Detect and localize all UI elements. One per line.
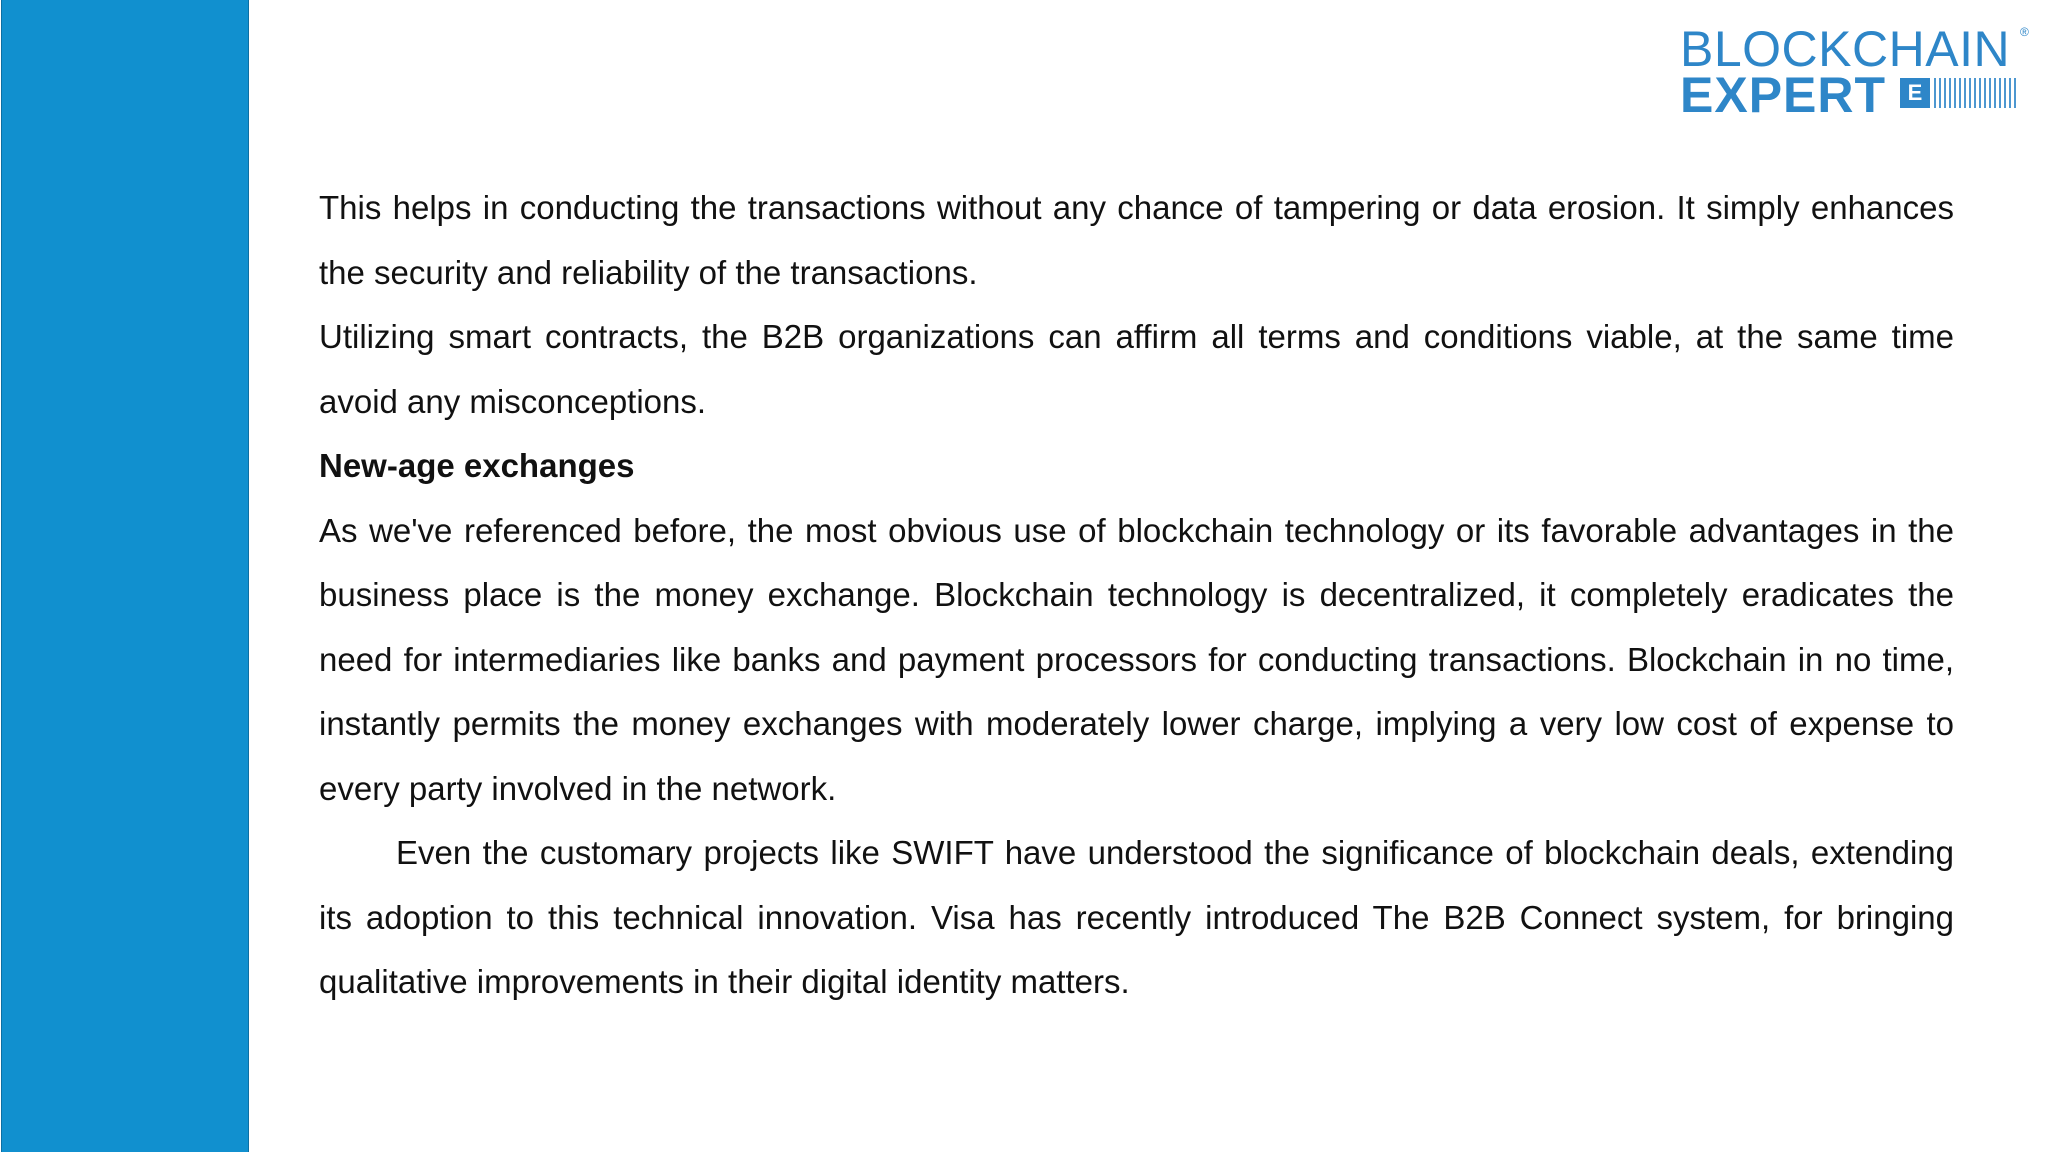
- logo-top-text: BLOCKCHAIN: [1680, 21, 2011, 77]
- blockchain-expert-logo: [1680, 22, 2032, 122]
- paragraph-smart-contracts: Utilizing smart contracts, the B2B organizations can affirm all terms and conditions viable, at the same time avoid any misconceptions.: [319, 318, 1954, 420]
- logo-pattern-icon: [1934, 78, 2018, 108]
- paragraph-security: This helps in conducting the transactions without any chance of tampering or data erosion. It simply enhances the security and reliability of the transactions.: [319, 189, 1954, 291]
- registered-mark: ®: [2020, 25, 2029, 39]
- paragraph-money-exchange: As we've referenced before, the most obvious use of blockchain technology or its favorable advantages in the business place is the money exchange. Blockchain technology is decentralized, it completely eradicates the need for intermediaries like banks and payment processors for conducting transactions. Blockchain in no time, instantly permits the money exchanges with moderately lower charge, implying a very low cost of expense to every party involved in the network.: [319, 511, 1954, 807]
- logo-bottom-text: EXPERT: [1680, 67, 1887, 123]
- sidebar-accent-bar: [1, 0, 249, 1152]
- body-text: [319, 176, 1954, 1015]
- paragraph-swift-visa: Even the customary projects like SWIFT have understood the significance of blockchain deals, extending its adoption to this technical innovation. Visa has recently introduced The B2B Connect system, for bringing qualitative improvements in their digital identity matters.: [319, 834, 1954, 1000]
- logo-badge: E: [1900, 78, 1930, 108]
- section-heading: New-age exchanges: [319, 447, 635, 484]
